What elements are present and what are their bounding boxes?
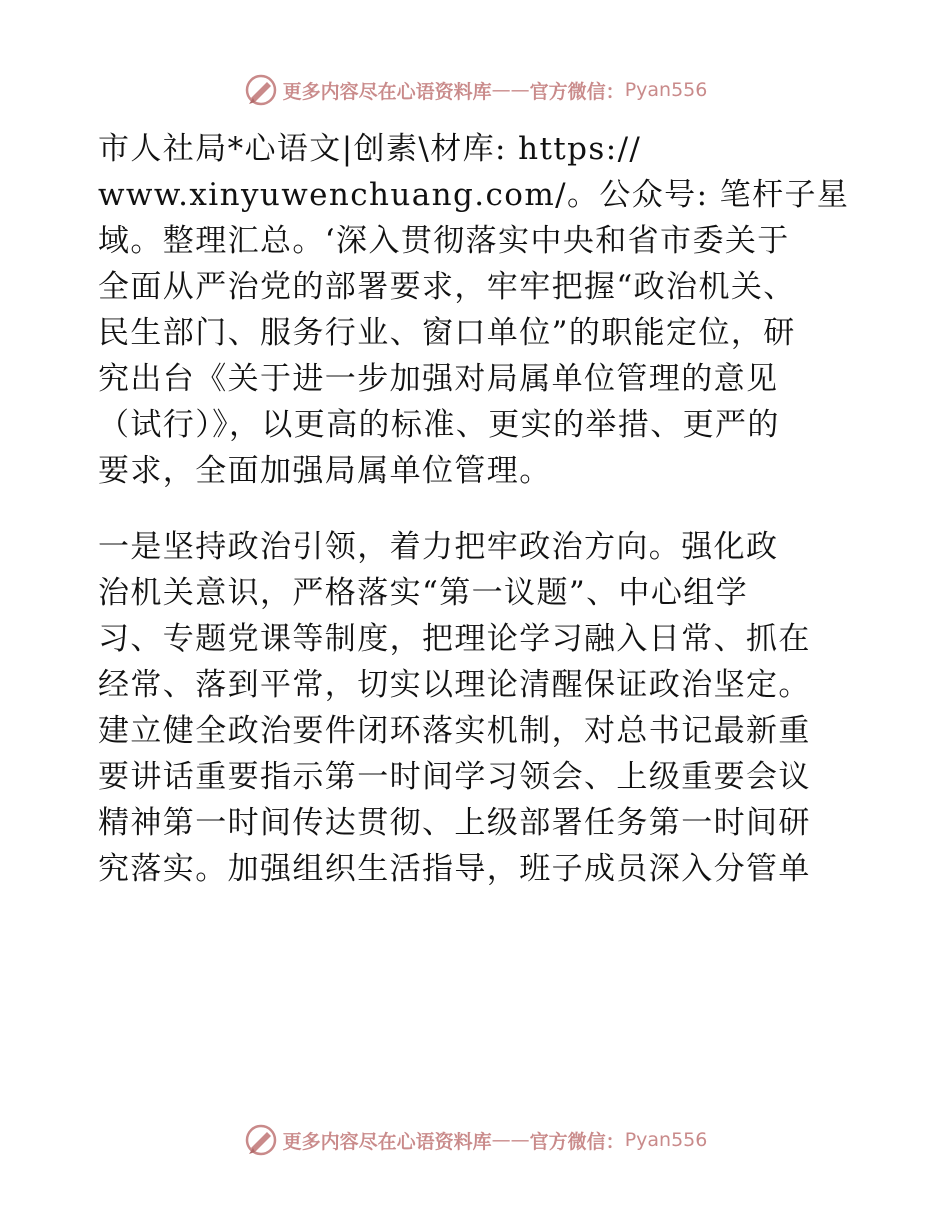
text-line: 究出台《关于进一步加强对局属单位管理的意见 [98,361,779,397]
text-line: 一是坚持政治引领，着力把牢政治方向。强化政 [98,529,779,565]
text-line: 全面从严治党的部署要求，牢牢把握“政治机关、 [98,269,796,305]
text-line: 要讲话重要指示第一时间学习领会、上级重要会议 [98,759,811,795]
text-line: 习、专题党课等制度，把理论学习融入日常、抓在 [98,621,811,657]
text-line: 域。整理汇总。‘深入贯彻落实中央和省市委关于 [98,223,790,259]
text-line: www.xinyuwenchuang.com/。公众号: 笔杆子星 [98,177,850,213]
text-line: 市人社局*心语文|创素\材库: https:// [98,131,642,167]
footer-watermark-banner [0,1120,950,1160]
paragraph [98,524,858,892]
text-line: 建立健全政治要件闭环落实机制，对总书记最新重 [98,713,811,749]
text-line: 治机关意识，严格落实“第一议题”、中心组学 [98,575,749,611]
document-body [98,126,858,892]
text-line: 民生部门、服务行业、窗口单位”的职能定位，研 [98,315,796,351]
banner-dash: —— [491,1129,530,1151]
banner-wechat-label: 官方微信： [529,80,625,103]
paragraph [98,126,858,494]
text-line: （试行）》，以更高的标准、更实的举措、更严的 [98,407,780,443]
ribbon-pen-logo-icon [243,1122,279,1158]
text-line: 精神第一时间传达贯彻、上级部署任务第一时间研 [98,805,811,841]
banner-main-text: 更多内容尽在心语资料库 [282,80,492,103]
text-line: 究落实。加强组织生活指导，班子成员深入分管单 [98,851,811,887]
text-line: 要求，全面加强局属单位管理。 [98,453,552,489]
banner-wechat-label: 官方微信： [529,1130,625,1153]
banner-wechat-id: Pyan556 [624,79,708,101]
ribbon-pen-logo-icon [243,72,279,108]
banner-main-text: 更多内容尽在心语资料库 [282,1130,492,1153]
banner-wechat-id: Pyan556 [624,1129,708,1151]
banner-dash: —— [491,79,530,101]
text-line: 经常、落到平常，切实以理论清醒保证政治坚定。 [98,667,811,703]
header-watermark-banner [0,70,950,110]
